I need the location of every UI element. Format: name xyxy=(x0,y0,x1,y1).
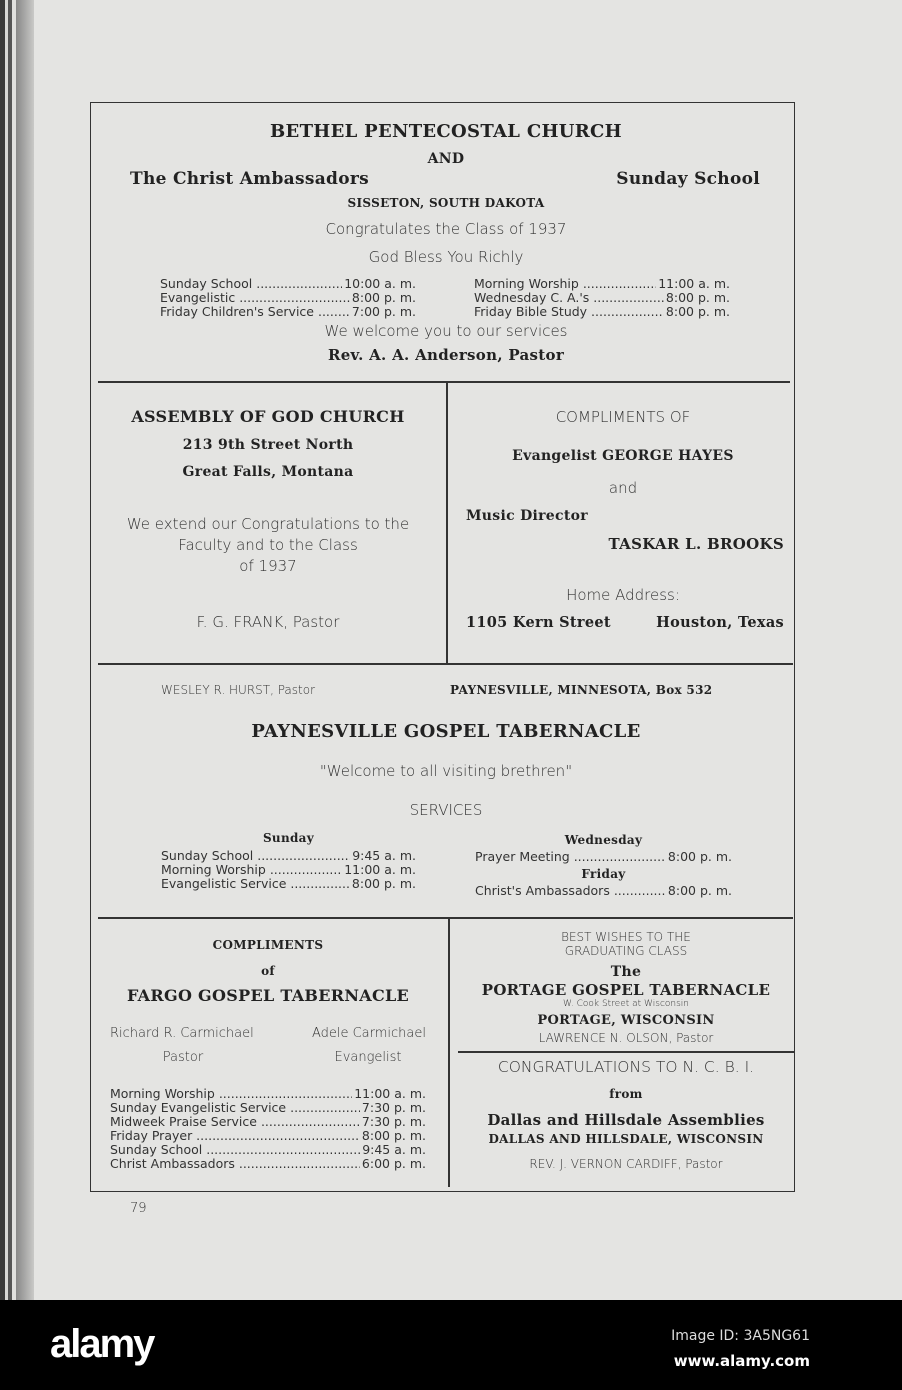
assembly-msg: Faculty and to the Class xyxy=(178,536,358,554)
divider xyxy=(98,381,790,383)
schedule-row: Sunday School ..... 10:00 a. m. xyxy=(160,277,416,291)
page-number: 79 xyxy=(130,1201,147,1216)
portage-city: PORTAGE, WISCONSIN xyxy=(537,1013,715,1028)
portage-title: PORTAGE GOSPEL TABERNACLE xyxy=(481,981,771,999)
music-director-label: Music Director xyxy=(466,508,588,524)
fargo-evangelist-name: Adele Carmichael xyxy=(311,1026,426,1041)
assembly-street: 213 9th Street North xyxy=(182,437,354,453)
paynesville-services: SERVICES xyxy=(409,801,483,819)
assembly-city: Great Falls, Montana xyxy=(182,464,354,480)
divider xyxy=(98,917,793,919)
sunday-label: Sunday xyxy=(262,831,315,845)
wednesday-label: Wednesday xyxy=(564,833,643,847)
alamy-logo: alamy xyxy=(50,1322,154,1366)
schedule-row: Evangelistic Service ..... 8:00 p. m. xyxy=(161,877,416,891)
bethel-schedule-right xyxy=(474,277,730,319)
bethel-and: AND xyxy=(427,151,465,167)
paynesville-address: PAYNESVILLE, MINNESOTA, Box 532 xyxy=(450,683,713,697)
bethel-schedule-left xyxy=(160,277,416,319)
fargo-evangelist-role: Evangelist xyxy=(334,1050,402,1065)
schedule-row: Sunday School ..... 9:45 a. m. xyxy=(161,849,416,863)
fargo-pastor-name: Richard R. Carmichael xyxy=(110,1026,254,1041)
dallas-congrats: CONGRATULATIONS TO N. C. B. I. xyxy=(497,1058,755,1076)
assembly-pastor: F. G. FRANK, Pastor xyxy=(196,613,340,631)
schedule-row: Morning Worship ..... 11:00 a. m. xyxy=(110,1087,426,1101)
assembly-msg: We extend our Congratulations to the xyxy=(126,515,410,533)
schedule-row: Morning Worship ..... 11:00 a. m. xyxy=(474,277,730,291)
bethel-congrats: Congratulates the Class of 1937 xyxy=(325,220,567,238)
schedule-row: Midweek Praise Service ..... 7:30 p. m. xyxy=(110,1115,426,1129)
friday-schedule xyxy=(475,884,732,898)
schedule-row: Sunday School ..... 9:45 a. m. xyxy=(110,1143,426,1157)
hayes-city: Houston, Texas xyxy=(656,614,784,631)
wednesday-schedule xyxy=(475,850,732,864)
schedule-row: Friday Prayer ..... 8:00 p. m. xyxy=(110,1129,426,1143)
music-director-name: TASKAR L. BROOKS xyxy=(608,535,784,553)
hayes-street: 1105 Kern Street xyxy=(466,614,611,631)
bethel-location: SISSETON, SOUTH DAKOTA xyxy=(347,196,545,210)
dallas-from: from xyxy=(609,1087,643,1101)
assembly-title: ASSEMBLY OF GOD CHURCH xyxy=(131,407,405,426)
hayes-evangelist: Evangelist GEORGE HAYES xyxy=(512,448,734,464)
schedule-row: Friday Bible Study ..... 8:00 p. m. xyxy=(474,305,730,319)
dallas-pastor: REV. J. VERNON CARDIFF, Pastor xyxy=(529,1157,723,1171)
schedule-row: Evangelistic ..... 8:00 p. m. xyxy=(160,291,416,305)
portage-pastor: LAWRENCE N. OLSON, Pastor xyxy=(538,1031,714,1045)
paynesville-welcome: "Welcome to all visiting brethren" xyxy=(319,762,573,780)
divider xyxy=(98,663,793,665)
bethel-pastor: Rev. A. A. Anderson, Pastor xyxy=(327,346,565,364)
bethel-left-org: The Christ Ambassadors xyxy=(130,169,369,189)
hayes-and: and xyxy=(608,479,638,497)
fargo-of: of xyxy=(261,964,275,978)
footer-url: www.alamy.com xyxy=(673,1352,810,1370)
portage-wish: GRADUATING CLASS xyxy=(564,944,688,958)
hayes-home-label: Home Address: xyxy=(566,586,680,604)
bethel-welcome: We welcome you to our services xyxy=(324,322,568,340)
bethel-title: BETHEL PENTECOSTAL CHURCH xyxy=(270,121,622,142)
fargo-title: FARGO GOSPEL TABERNACLE xyxy=(126,986,410,1005)
paynesville-pastor: WESLEY R. HURST, Pastor xyxy=(161,683,316,697)
schedule-row: Christ Ambassadors ..... 6:00 p. m. xyxy=(110,1157,426,1171)
assembly-msg: of 1937 xyxy=(239,557,297,575)
schedule-row: Friday Children's Service ..... 7:00 p. m. xyxy=(160,305,416,319)
schedule-row: Christ's Ambassadors ..... 8:00 p. m. xyxy=(475,884,732,898)
schedule-row: Morning Worship ..... 11:00 a. m. xyxy=(161,863,416,877)
sunday-schedule xyxy=(161,849,416,891)
paynesville-title: PAYNESVILLE GOSPEL TABERNACLE xyxy=(251,721,641,742)
fargo-pastor-role: Pastor xyxy=(162,1050,204,1065)
fargo-schedule xyxy=(110,1087,426,1171)
portage-the: The xyxy=(610,964,642,980)
image-id: Image ID: 3A5NG61 xyxy=(671,1328,810,1344)
page-edge-stripes xyxy=(0,0,34,1300)
divider xyxy=(458,1051,794,1053)
schedule-row: Prayer Meeting ..... 8:00 p. m. xyxy=(475,850,732,864)
bethel-blessing: God Bless You Richly xyxy=(368,248,524,266)
bethel-right-org: Sunday School xyxy=(616,169,760,189)
friday-label: Friday xyxy=(581,867,626,881)
dallas-city: DALLAS AND HILLSDALE, WISCONSIN xyxy=(488,1132,764,1146)
divider xyxy=(448,917,450,1187)
fargo-compliments: COMPLIMENTS xyxy=(212,938,324,952)
schedule-row: Wednesday C. A.'s ..... 8:00 p. m. xyxy=(474,291,730,305)
dallas-title: Dallas and Hillsdale Assemblies xyxy=(487,1111,765,1129)
hayes-compliments: COMPLIMENTS OF xyxy=(555,408,691,426)
portage-wish: BEST WISHES TO THE xyxy=(561,930,691,944)
portage-street: W. Cook Street at Wisconsin xyxy=(562,999,689,1009)
schedule-row: Sunday Evangelistic Service ..... 7:30 p. m. xyxy=(110,1101,426,1115)
watermark-footer xyxy=(0,1300,902,1390)
